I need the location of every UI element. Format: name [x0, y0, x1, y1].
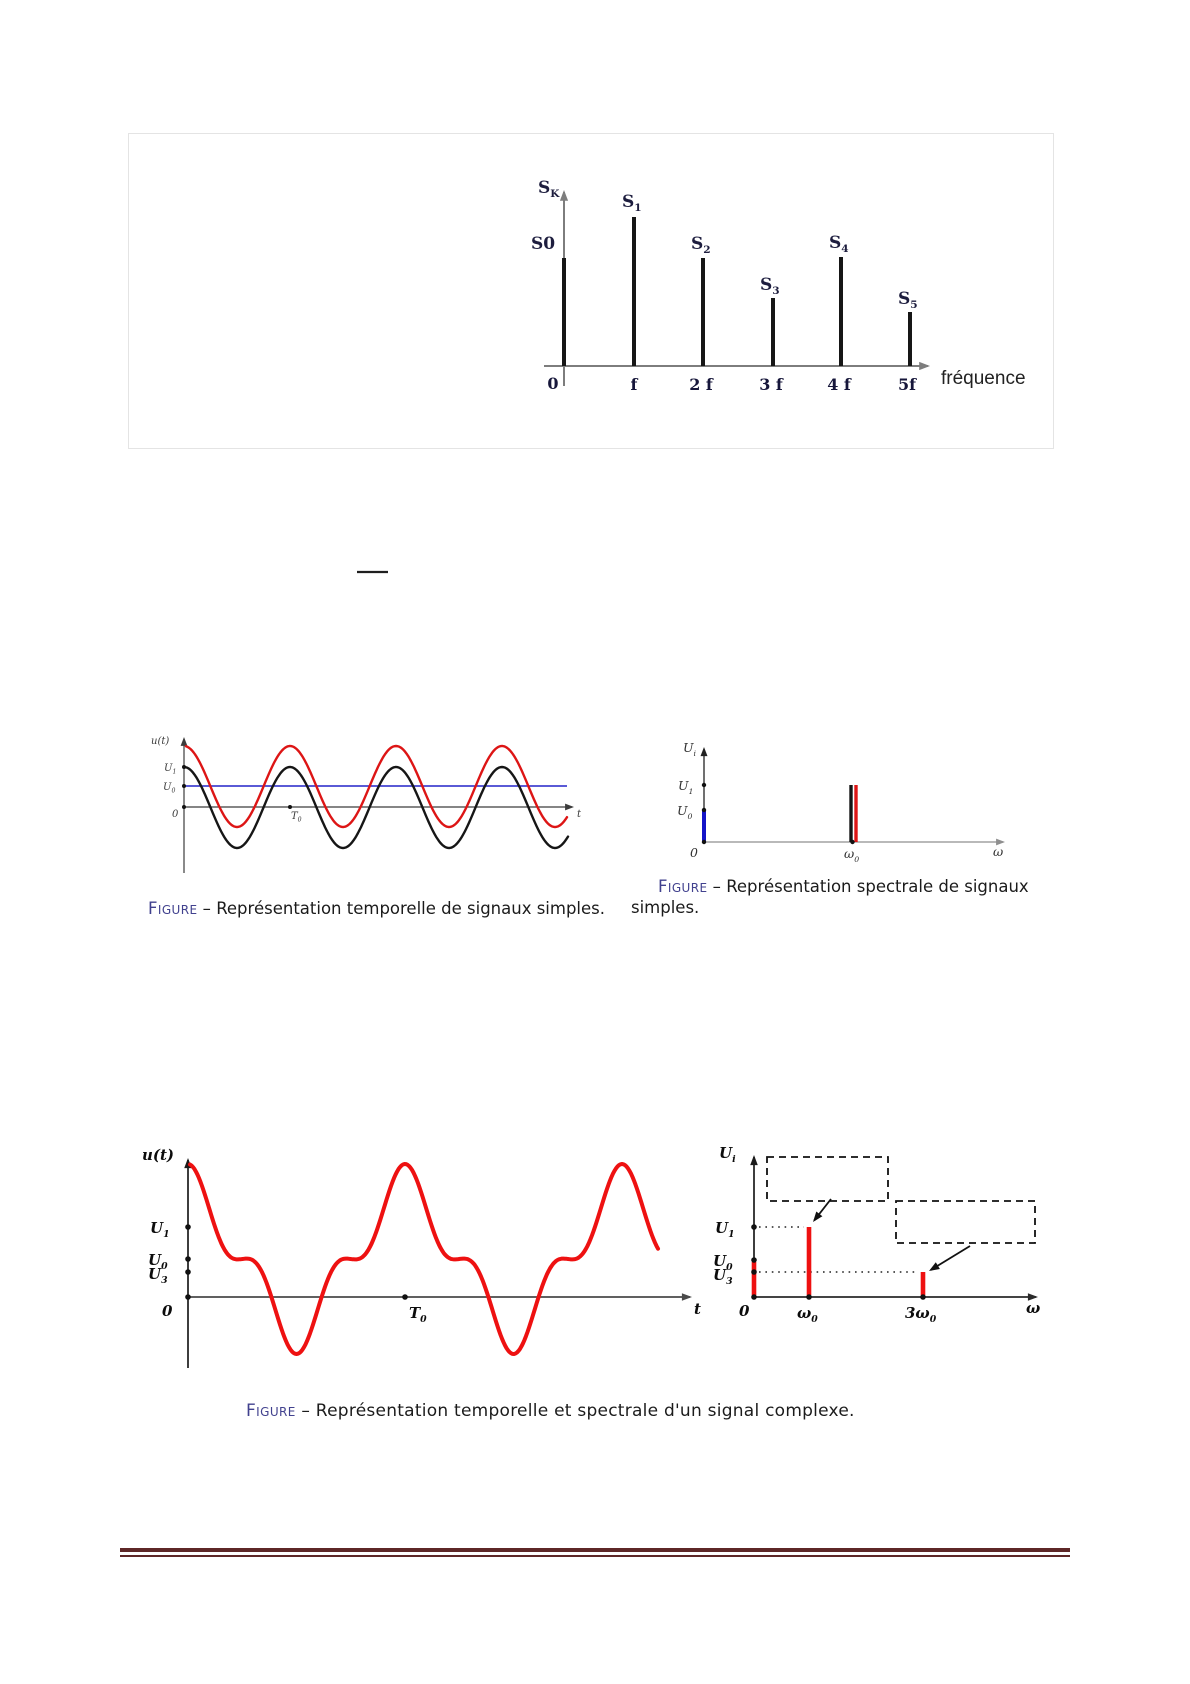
signal-wave: [190, 1164, 658, 1354]
tick-dot: [288, 805, 292, 809]
caption-temporal-simple: [148, 898, 605, 919]
figure-text-label: t: [694, 1300, 701, 1318]
figure-text-label: $U_1$: [164, 763, 177, 776]
figure-text-label: u(t): [142, 1146, 175, 1164]
tick-dot: [702, 783, 706, 787]
arrowhead: [560, 190, 568, 201]
caption-figure-word: Figure: [658, 877, 708, 896]
tick-dot: [182, 805, 186, 809]
figure-text-label: $U_3$: [148, 1265, 168, 1286]
tick-dot: [751, 1294, 757, 1300]
figure-text-label: $S_3$: [760, 275, 780, 297]
dashed-callout-box: [767, 1157, 888, 1201]
figure-text-label: $T_0$: [409, 1304, 427, 1325]
figure-text-label: u(t): [151, 736, 170, 747]
arrowhead: [750, 1155, 758, 1165]
tick-dot: [751, 1224, 757, 1230]
figure-text-label: $U_1$: [678, 778, 694, 796]
caption-text: Représentation spectrale de signaux simples.: [631, 877, 1029, 918]
figure-text-label: f: [630, 375, 638, 394]
figure-text-label: $3\omega_0$: [905, 1304, 937, 1325]
tick-dot: [402, 1294, 408, 1300]
dashed-callout-box: [896, 1201, 1035, 1243]
figure-text-label: fréquence: [941, 368, 1026, 389]
tick-dot: [751, 1257, 757, 1263]
tick-dot: [185, 1294, 191, 1300]
figure-text-label: $U_0$: [677, 803, 693, 821]
figure-text-label: $U_i$: [719, 1144, 736, 1165]
figure-text-label: 0: [690, 845, 698, 860]
arrowhead: [682, 1293, 692, 1301]
figure-text-label: $\omega_0$: [797, 1304, 818, 1325]
tick-dot: [702, 840, 706, 844]
arrowhead: [565, 804, 574, 811]
figure-text-label: 0: [172, 809, 179, 820]
tick-dot: [702, 808, 706, 812]
tick-dot: [182, 784, 186, 788]
tick-dot: [850, 840, 854, 844]
arrowhead: [701, 747, 708, 756]
arrowhead: [919, 362, 930, 370]
caption-separator: –: [707, 877, 727, 896]
tick-dot: [185, 1269, 191, 1275]
figure-text-label: $S_1$: [622, 192, 642, 214]
figure-text-label: $U_3$: [713, 1266, 733, 1287]
figure-text-label: 0: [739, 1302, 750, 1320]
figure-text-label: ω: [993, 844, 1004, 859]
tick-dot: [185, 1256, 191, 1262]
figure-text-label: 4 f: [827, 375, 851, 394]
tick-dot: [920, 1294, 926, 1300]
figure-text-label: $S_4$: [829, 233, 849, 255]
caption-separator: –: [295, 1401, 316, 1421]
caption-figure-word: Figure: [246, 1401, 296, 1421]
figure-text-label: $T_0$: [291, 811, 302, 824]
tick-dot: [185, 1224, 191, 1230]
figure-text-label: t: [577, 809, 582, 820]
arrowhead: [929, 1262, 940, 1271]
arrowhead: [181, 737, 188, 746]
figure-text-label: 0: [547, 374, 559, 393]
figure-text-label: $S_5$: [898, 289, 918, 311]
figure-text-label: $U_i$: [683, 740, 697, 758]
caption-figure-word: Figure: [148, 899, 198, 918]
figure-text-label: $\omega_0$: [844, 846, 860, 864]
figure-text-label: $U_1$: [715, 1219, 735, 1240]
caption-text: Représentation temporelle de signaux simples.: [216, 899, 606, 918]
figure-text-label: 5f: [897, 375, 917, 394]
caption-separator: –: [197, 899, 217, 918]
tick-dot: [806, 1294, 812, 1300]
figure-text-label: ω: [1026, 1299, 1041, 1317]
figure-text-label: $U_1$: [150, 1219, 170, 1240]
figure-text-label: 0: [162, 1302, 173, 1320]
caption-complex-signal: [246, 1401, 855, 1423]
caption-spectral-simple: [631, 876, 1035, 918]
figure-text-label: 3 f: [759, 375, 783, 394]
figure-text-label: S0: [531, 234, 556, 254]
figure-text-label: $U_0$: [148, 1251, 168, 1272]
footer-rule-thick: [120, 1548, 1070, 1552]
footer-rule-thin: [120, 1555, 1070, 1557]
tick-dot: [182, 765, 186, 769]
figure-text-label: $U_0$: [163, 782, 176, 795]
caption-text: Représentation temporelle et spectrale d'un signal complexe.: [315, 1401, 855, 1421]
figure-text-label: 2 f: [689, 375, 713, 394]
tick-dot: [751, 1269, 757, 1275]
figure-text-label: $S_2$: [691, 234, 711, 256]
figure-text-label: $S_K$: [538, 178, 560, 200]
figure-text-label: $U_0$: [713, 1252, 733, 1273]
